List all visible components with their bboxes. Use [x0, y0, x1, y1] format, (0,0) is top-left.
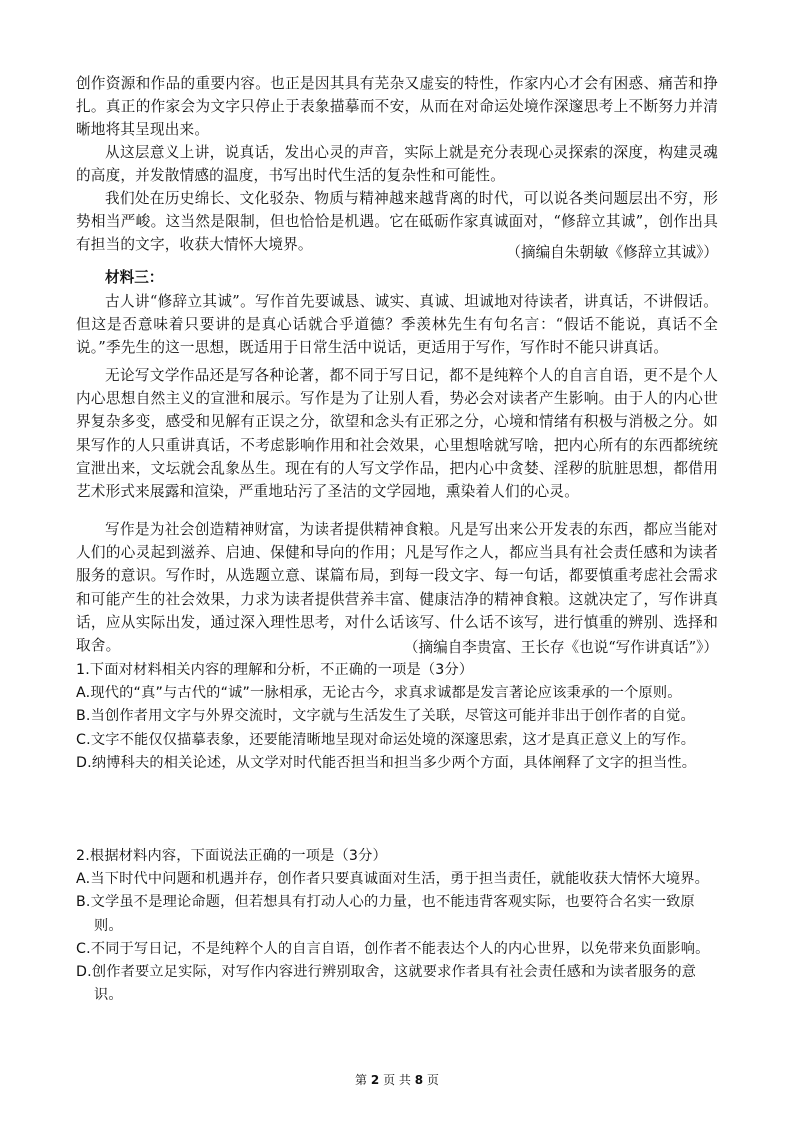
- question-1: [76, 659, 721, 775]
- current-page-number: 2: [370, 1073, 380, 1087]
- material3-heading: 材料三：: [105, 269, 164, 286]
- question-1-option-a: A.现代的“真”与古代的“诚”一脉相承，无论古今，求真求诚都是发言著论应该秉承的一个原则。: [76, 685, 682, 702]
- question-1-stem: 1.下面对材料相关内容的理解和分析，不正确的一项是（3分）: [76, 662, 474, 678]
- question-2: [76, 845, 721, 1007]
- question-2-stem: 2.根据材料内容，下面说法正确的一项是（3分）: [76, 848, 387, 864]
- material3-paragraph: 古人讲“修辞立其诚”。写作首先要诚恳、诚实、真诚、坦诚地对待读者，讲真话，不讲假话。但这是否意味着只要讲的是真心话就合乎道德？季羡林先生有句名言：“假话不能说，真话不全说。”季先生的这一思想，既适用于日常生活中说话，更适用于写作，写作时不能只讲真话。: [76, 293, 718, 357]
- material3-paragraph: 无论写文学作品还是写各种论著，都不同于写日记，都不是纯粹个人的自言自语，更不是个人内心思想自然主义的宣泄和展示。写作是为了让别人看，势必会对读者产生影响。由于人的内心世界复杂多变，感受和见解有正误之分，欲望和念头有正邪之分，心境和情绪有积极与消极之分。如果写作的人只重讲真话，不考虑影响作用和社会效果，心里想啥就写啥，把内心所有的东西都统统宣泄出来，文坛就会乱象丛生。现在有的人写文学作品，把内心中贪婪、淫秽的肮脏思想，都借用艺术形式来展露和渲染，严重地玷污了圣洁的文学园地，熏染着人们的心灵。: [76, 367, 718, 501]
- question-2-option-a: A.当下时代中问题和机遇并存，创作者只要真诚面对生活，勇于担当责任，就能收获大情怀大境界。: [76, 871, 710, 888]
- question-1-option-d: D.纳博科夫的相关论述，从文学对时代能否担当和担当多少两个方面，具体阐释了文字的担当性。: [76, 754, 697, 771]
- material3-source: （摘编自李贵富、王长存《也说“写作讲真话”》）: [403, 639, 718, 656]
- footer-middle: 页 共: [383, 1073, 411, 1087]
- question-2-option-d: D.创作者要立足实际，对写作内容进行辨别取舍，这就要求作者具有社会责任感和为读者服务的意识。: [76, 964, 697, 1004]
- total-page-count: 8: [414, 1073, 424, 1087]
- material2-source: （摘编自朱朝敏《修辞立其诚》）: [506, 244, 718, 261]
- footer-prefix: 第: [355, 1073, 368, 1087]
- material2-paragraph-tail: 创作资源和作品的重要内容。也正是因其具有芜杂又虚妄的特性，作家内心才会有困惑、痛苦和挣扎。真正的作家会为文字只停止于表象描摹而不安，从而在对命运处境作深邃思考上不断努力并清晰地将其呈现出来。: [76, 75, 718, 139]
- page-footer: [0, 1071, 794, 1088]
- material2-paragraph: 从这层意义上讲，说真话，发出心灵的声音，实际上就是充分表现心灵探索的深度，构建灵魂的高度，并发散情感的温度，书写出时代生活的复杂性和可能性。: [76, 144, 718, 185]
- question-2-option-c: C.不同于写日记，不是纯粹个人的自言自语，创作者不能表达个人的内心世界，以免带来负面影响。: [76, 940, 710, 957]
- question-2-option-b: B.文学虽不是理论命题，但若想具有打动人心的力量，也不能违背客观实际，也要符合名实一致原则。: [76, 894, 695, 934]
- material3-paragraph: 写作是为社会创造精神财富，为读者提供精神食粮。凡是写出来公开发表的东西，都应当能对人们的心灵起到滋养、启迪、保健和导向的作用；凡是写作之人，都应当具有社会责任感和为读者服务的意识。写作时，从选题立意、谋篇布局，到每一段文字、每一句话，都要慎重考虑社会需求和可能产生的社会效果，力求为读者提供营养丰富、健康洁净的精神食粮。这就决定了，写作讲真话，应从实际出发，通过深入理性思考，对什么话该写、什么话不该写，进行慎重的辨别、选择和取舍。: [76, 521, 718, 655]
- footer-suffix: 页: [426, 1073, 439, 1087]
- material2-paragraph: 我们处在历史绵长、文化驳杂、物质与精神越来越背离的时代，可以说各类问题层出不穷，形势相当严峻。这当然是限制，但也恰恰是机遇。它在砥砺作家真诚面对，“修辞立其诚”，创作出具有担当的文字，收获大情怀大境界。: [76, 190, 718, 254]
- question-1-option-b: B.当创作者用文字与外界交流时，文字就与生活发生了关联，尽管这可能并非出于创作者的自觉。: [76, 708, 695, 725]
- question-1-option-c: C.文字不能仅仅描摹表象，还要能清晰地呈现对命运处境的深邃思索，这才是真正意义上的写作。: [76, 731, 696, 748]
